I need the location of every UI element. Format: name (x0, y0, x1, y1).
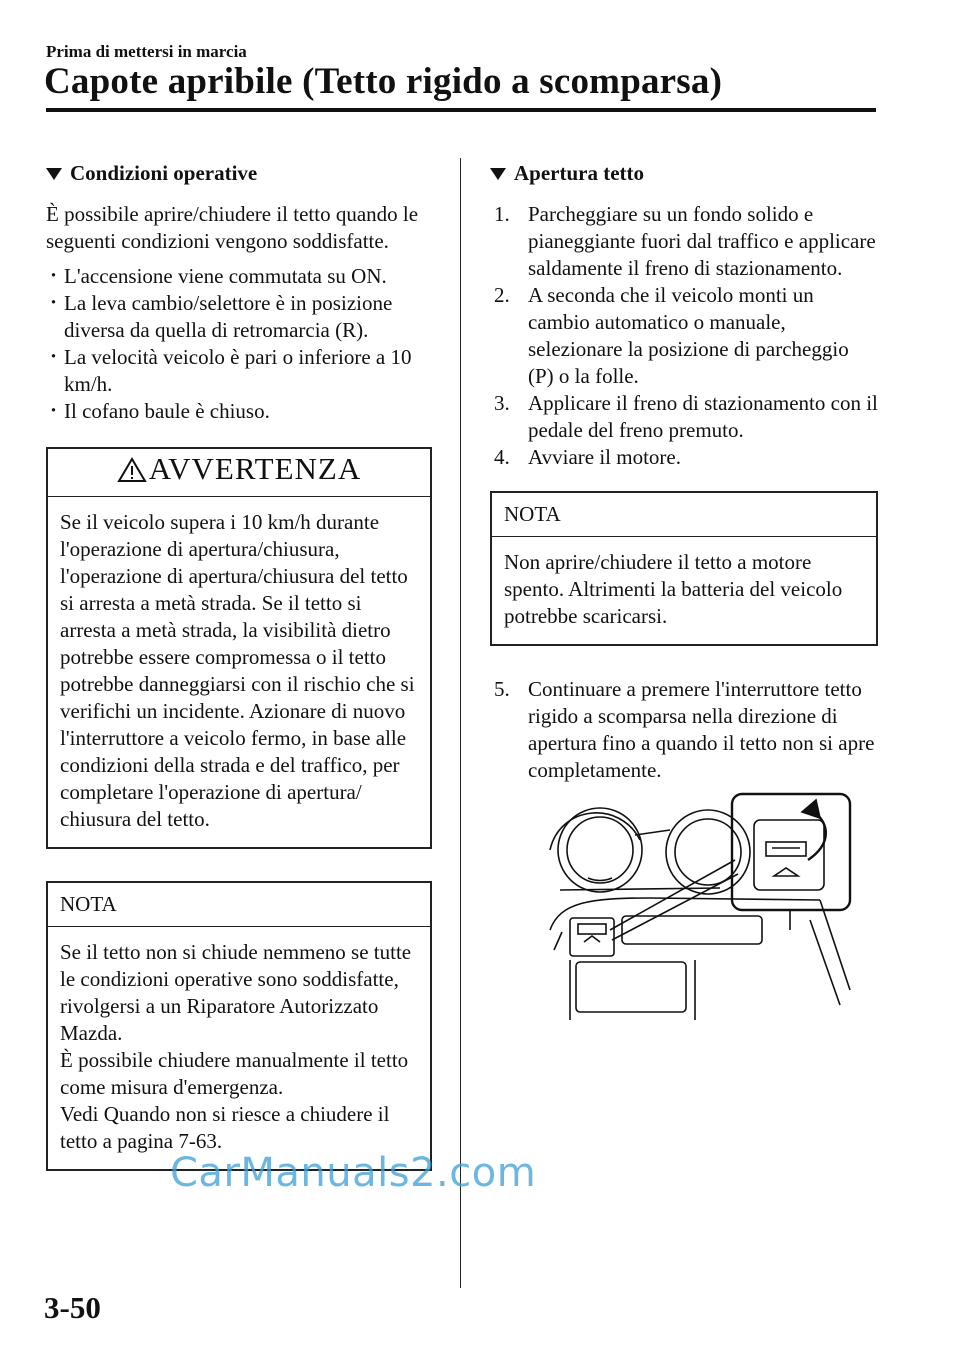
page-number: 3-50 (44, 1290, 101, 1325)
note-cross-reference: Vedi Quando non si riesce a chiudere il tetto a pagina 7-63. (60, 1102, 390, 1154)
warning-header (48, 449, 430, 497)
warning-label: AVVERTENZA (148, 451, 362, 486)
step-text: Applicare il freno di stazionamento con il pedale del freno premuto. (528, 391, 878, 442)
step-text: Continuare a premere l'interruttore tetto rigido a scomparsa nella direzione di apertura fino a quando il tetto non si apre completamente. (528, 677, 875, 782)
step-number: 1. (494, 202, 510, 226)
list-item: · La leva cambio/selettore è in posizione diversa da quella di retromarcia (R). (46, 290, 432, 344)
page-title: Capote apribile (Tetto rigido a scomparsa) (44, 61, 723, 102)
note-header: NOTA (492, 493, 876, 537)
conditions-list (46, 263, 432, 425)
list-item (494, 390, 878, 444)
list-item (494, 201, 878, 282)
steps-list-continued (456, 676, 878, 784)
list-item (494, 282, 878, 390)
step-text: Parcheggiare su un fondo solido e pianeggiante fuori dal traffico e applicare saldamente il freno di stazionamento. (528, 202, 876, 280)
warning-body: Se il veicolo supera i 10 km/h durante l'operazione di apertura/chiusura, l'operazione di apertura/chiusura del tetto si arresta a metà strada. Se il tetto si arresta a metà strada, la visibilità dietro potrebbe essere compromessa o il tetto potrebbe danneggiarsi con il rischio che si verifichi un incidente. Azionare di nuovo l'interruttore a veicolo fermo, in base alle condizioni della strada e del traffico, per completare l'operazione di apertura/ chiusura del tetto. (60, 510, 415, 832)
note-body: Non aprire/chiudere il tetto a motore spento. Altrimenti la batteria del veicolo potrebbe scaricarsi. (504, 550, 843, 628)
right-column (456, 160, 878, 784)
warning-box (46, 447, 432, 849)
note-body (48, 927, 430, 1169)
roof-switch-illustration (540, 790, 855, 1030)
heading-operating-conditions (46, 160, 432, 187)
step-number: 3. (494, 391, 510, 415)
note-paragraph: È possibile chiudere manualmente il tetto come misura d'emergenza. (60, 1048, 409, 1100)
intro-paragraph: È possibile aprire/chiudere il tetto quando le seguenti condizioni vengono soddisfatte. (46, 202, 419, 253)
step-number: 4. (494, 445, 510, 469)
steps-list (456, 201, 878, 471)
watermark: CarManuals2.com (170, 1150, 537, 1196)
left-column (46, 160, 432, 1171)
step-number: 2. (494, 283, 510, 307)
step-number: 5. (494, 677, 510, 701)
list-item: · L'accensione viene commutata su ON. (46, 263, 432, 290)
list-item: · Il cofano baule è chiuso. (46, 398, 432, 425)
list-item (494, 444, 878, 471)
note-box (490, 491, 878, 646)
note-box (46, 881, 432, 1171)
section-kicker: Prima di mettersi in marcia (46, 42, 247, 61)
down-triangle-icon (46, 168, 62, 180)
down-triangle-icon (490, 168, 506, 180)
list-item (494, 676, 878, 784)
step-text: A seconda che il veicolo monti un cambio automatico o manuale, selezionare la posizione di parcheggio (P) o la folle. (528, 283, 849, 388)
heading-text: Condizioni operative (70, 161, 258, 185)
list-item: · La velocità veicolo è pari o inferiore a 10 km/h. (46, 344, 432, 398)
title-rule (46, 108, 876, 112)
note-header: NOTA (48, 883, 430, 927)
step-text: Avviare il motore. (528, 445, 681, 469)
heading-text: Apertura tetto (514, 161, 645, 185)
note-paragraph: Se il tetto non si chiude nemmeno se tutte le condizioni operative sono soddisfatte, rivolgersi a un Riparatore Autorizzato Mazda. (60, 940, 412, 1046)
warning-triangle-icon (117, 457, 147, 486)
heading-opening-roof (456, 160, 878, 187)
